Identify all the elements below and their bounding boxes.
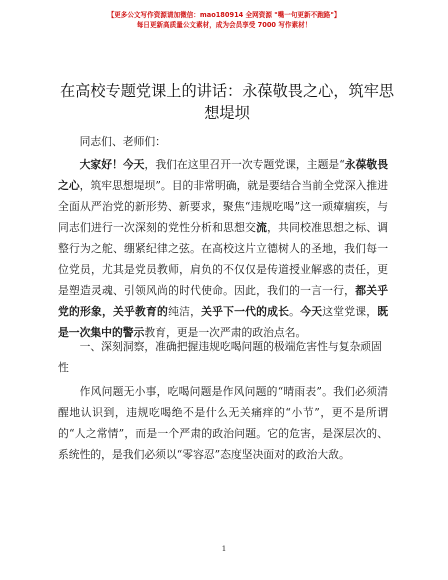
text-bold: 永葆敬畏之心 bbox=[58, 158, 389, 192]
text-bold: 大家好！今天 bbox=[79, 158, 145, 171]
text-run: ，我们在这里召开一次专题党课，主题是“ bbox=[144, 158, 345, 171]
text-bold: 流 bbox=[256, 221, 268, 234]
text-run: ，筑牢思想堤坝”。目的非常明确，就是要结合当前全党深入推进全面从严治党的新形势、新要求，聚焦“违规吃喝”这一顽瘴痼疾，与同志们进行一次深刻的党性分析和思想交 bbox=[58, 179, 388, 234]
text-bold: 今天 bbox=[300, 305, 323, 318]
promo-banner-line-2: 每日更新高质量公文素材，成为会员享受 7000 写作素材！ bbox=[136, 21, 312, 29]
document-title: 在高校专题党课上的讲话：永葆敬畏之心，筑牢思想堤坝 bbox=[59, 82, 395, 122]
text-bold: 都关乎党的形象，关乎教育的 bbox=[58, 284, 388, 318]
text-run: 。 bbox=[289, 305, 301, 318]
text-bold: 关乎下一代的成长 bbox=[201, 305, 290, 318]
text-run: 教育，更是一次严肃的政治点名。 bbox=[144, 326, 307, 339]
promo-banner-line-1: 【更多公文写作资源请加微信：mao180914 全网资源 "嘴一句更新不跑路"】 bbox=[107, 11, 341, 19]
text-bold: 既是一次集中的警示 bbox=[58, 305, 389, 339]
section-heading-1: 一、深刻洞察，准确把握违规吃喝问题的极端危害性与复杂顽固性 bbox=[58, 340, 382, 374]
page-number: 1 bbox=[221, 544, 227, 553]
paragraph-2: 作风问题无小事，吃喝问题是作风问题的“晴雨表”。我们必须清醒地认识到，违规吃喝绝不是什么无关痛痒的“小节”，更不是所谓的“人之常情”，而是一个严肃的政治问题。它的危害，是深层次的、系统性的，是我们必须以“零容忍”态度坚决面对的政治大敌。 bbox=[58, 385, 388, 461]
text-run: 这堂党课， bbox=[322, 305, 378, 318]
paragraph-1 bbox=[58, 154, 388, 343]
text-run: ，共同校准思想之标、调整行为之舵、绷紧纪律之弦。在高校这片立德树人的圣地，我们每一位党员，尤其是党员教师，肩负的不仅仅是传道授业解惑的责任，更是塑造灵魂、引领风尚的时代使命。因此，我们的一言一行， bbox=[58, 221, 389, 297]
salutation: 同志们、老师们： bbox=[79, 135, 166, 148]
text-run: 纯洁， bbox=[168, 305, 202, 318]
